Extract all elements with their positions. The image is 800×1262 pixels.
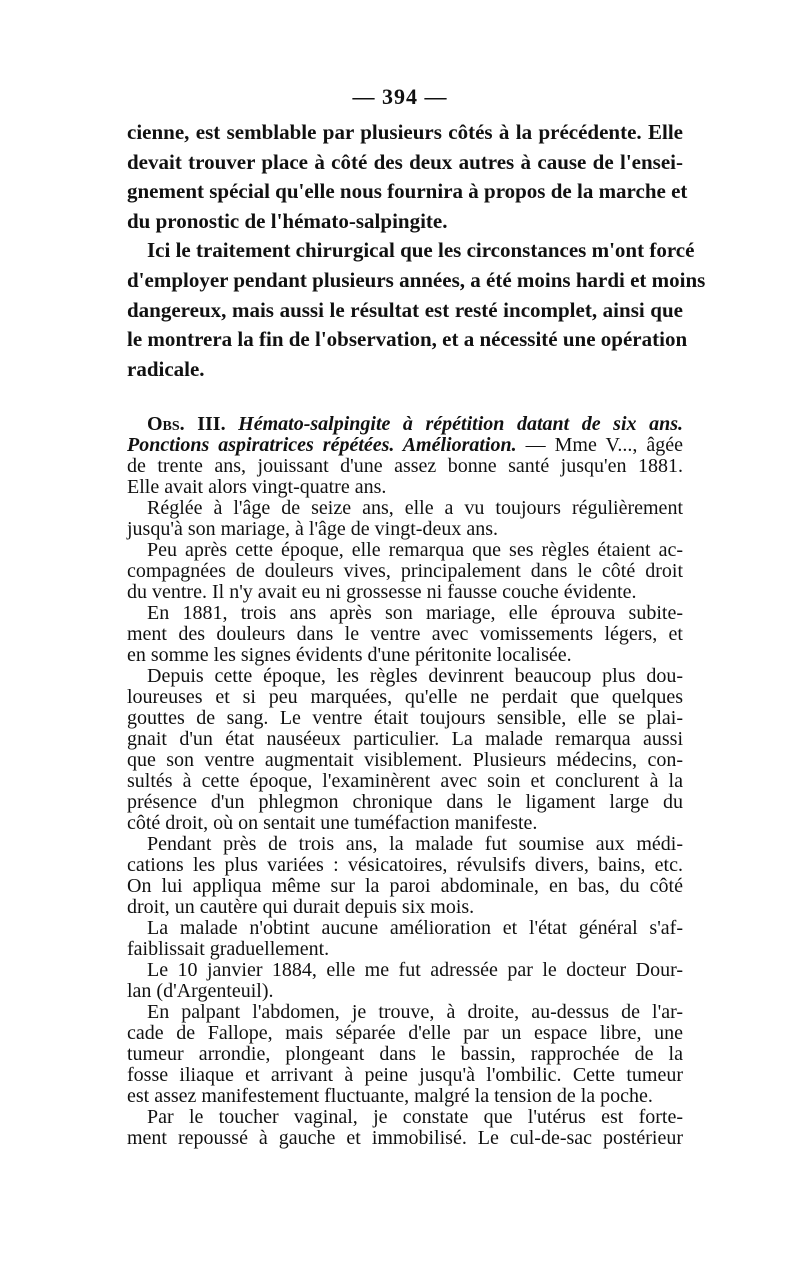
paragraph-10 — [127, 1002, 683, 1107]
text-line: compagnées de douleurs vives, principalement dans le côté droit — [127, 560, 683, 583]
text-line: fosse iliaque et arrivant à peine jusqu'à l'ombilic. Cette tumeur — [127, 1064, 683, 1087]
text-line: ment des douleurs dans le ventre avec vomissements légers, et — [127, 623, 683, 646]
text-line: Pendant près de trois ans, la malade fut soumise aux médi- — [147, 833, 683, 856]
text-line: Elle avait alors vingt-quatre ans. — [127, 476, 387, 499]
text-line: tumeur arrondie, plongeant dans le bassin, rapprochée de la — [127, 1043, 683, 1066]
paragraph-9 — [127, 960, 683, 1002]
text-line: gnait d'un état nauséeux particulier. La malade remarqua aussi — [127, 728, 683, 751]
observation-section — [127, 414, 683, 1149]
text-line: radicale. — [127, 356, 205, 381]
paragraph-8 — [127, 918, 683, 960]
text-line: Le 10 janvier 1884, elle me fut adressée par le docteur Dour- — [147, 959, 683, 982]
paragraph-3 — [127, 498, 683, 540]
paragraph-2 — [127, 236, 706, 384]
text-line: en somme les signes évidents d'une péritonite localisée. — [127, 644, 572, 667]
patient-intro: — Mme V..., âgée — [516, 434, 683, 457]
text-line: Ici le traitement chirurgical que les circonstances m'ont forcé — [147, 238, 695, 263]
intro-section — [127, 118, 706, 384]
paragraph-5 — [127, 603, 683, 666]
text-line — [127, 435, 683, 456]
text-line: dangereux, mais aussi le résultat est resté incomplet, ainsi que — [127, 297, 683, 322]
text-line: Réglée à l'âge de seize ans, elle a vu toujours régulièrement — [147, 497, 683, 520]
text-line: côté droit, où on sentait une tuméfaction manifeste. — [127, 812, 538, 835]
paragraph-1 — [127, 118, 688, 236]
text-line: d'employer pendant plusieurs années, a été moins hardi et moins — [127, 267, 706, 292]
text-line: cade de Fallope, mais séparée d'elle par un espace libre, une — [127, 1022, 683, 1045]
page-number-header: — 394 — — [352, 84, 448, 109]
observation-heading — [127, 414, 683, 498]
text-line: Depuis cette époque, les règles devinrent beaucoup plus dou- — [147, 665, 683, 688]
text-line: En palpant l'abdomen, je trouve, à droite, au-dessus de l'ar- — [147, 1001, 683, 1024]
text-line: cienne, est semblable par plusieurs côtés à la précédente. Elle — [127, 120, 683, 144]
paragraph-6 — [127, 666, 683, 834]
text-line: gouttes de sang. Le ventre était toujours sensible, elle se plai- — [127, 707, 683, 730]
text-line: de trente ans, jouissant d'une assez bonne santé jusqu'en 1881. — [127, 455, 683, 478]
text-line: jusqu'à son mariage, à l'âge de vingt-deux ans. — [127, 518, 498, 541]
text-line: Par le toucher vaginal, je constate que l'utérus est forte- — [147, 1106, 683, 1129]
paragraph-11 — [127, 1107, 683, 1149]
text-line: est assez manifestement fluctuante, malgré la tension de la poche. — [127, 1085, 653, 1108]
text-line: gnement spécial qu'elle nous fournira à propos de la marche et — [127, 179, 688, 204]
text-line: cations les plus variées : vésicatoires, révulsifs divers, bains, etc. — [127, 854, 683, 877]
text-line: On lui appliqua même sur la paroi abdominale, en bas, du côté — [127, 875, 683, 898]
text-line: En 1881, trois ans après son mariage, elle éprouva subite- — [147, 602, 683, 625]
text-line — [127, 414, 683, 435]
text-line: du ventre. Il n'y avait eu ni grossesse ni fausse couche évidente. — [127, 581, 637, 604]
text-line: que son ventre augmentait visiblement. Plusieurs médecins, con- — [127, 749, 683, 772]
text-line: faiblissait graduellement. — [127, 938, 330, 961]
text-line: ment repoussé à gauche et immobilisé. Le cul-de-sac postérieur — [127, 1127, 683, 1150]
observation-label: Obs. III. — [147, 413, 226, 436]
paragraph-7 — [127, 834, 683, 918]
observation-title-part1: Hémato-salpingite à répétition datant de six ans. — [238, 413, 683, 436]
text-line: droit, un cautère qui durait depuis six mois. — [127, 896, 475, 919]
paragraph-4 — [127, 540, 683, 603]
observation-title-part2: Ponctions aspiratrices répétées. Amélioration. — [127, 434, 517, 457]
text-line: du pronostic de l'hémato-salpingite. — [127, 208, 448, 233]
text-line: le montrera la fin de l'observation, et a nécessité une opération — [127, 327, 688, 352]
text-line: présence d'un phlegmon chronique dans le ligament large du — [127, 791, 683, 814]
text-line: sultés à cette époque, l'examinèrent avec soin et conclurent à la — [127, 770, 683, 793]
text-line: devait trouver place à côté des deux autres à cause de l'ensei- — [127, 149, 683, 174]
text-line: lan (d'Argenteuil). — [127, 980, 274, 1003]
page-body — [127, 118, 706, 1150]
text-line: loureuses et si peu marquées, qu'elle ne perdait que quelques — [127, 686, 683, 709]
text-line: La malade n'obtint aucune amélioration et l'état général s'af- — [147, 917, 683, 940]
text-line: Peu après cette époque, elle remarqua que ses règles étaient ac- — [147, 539, 683, 562]
